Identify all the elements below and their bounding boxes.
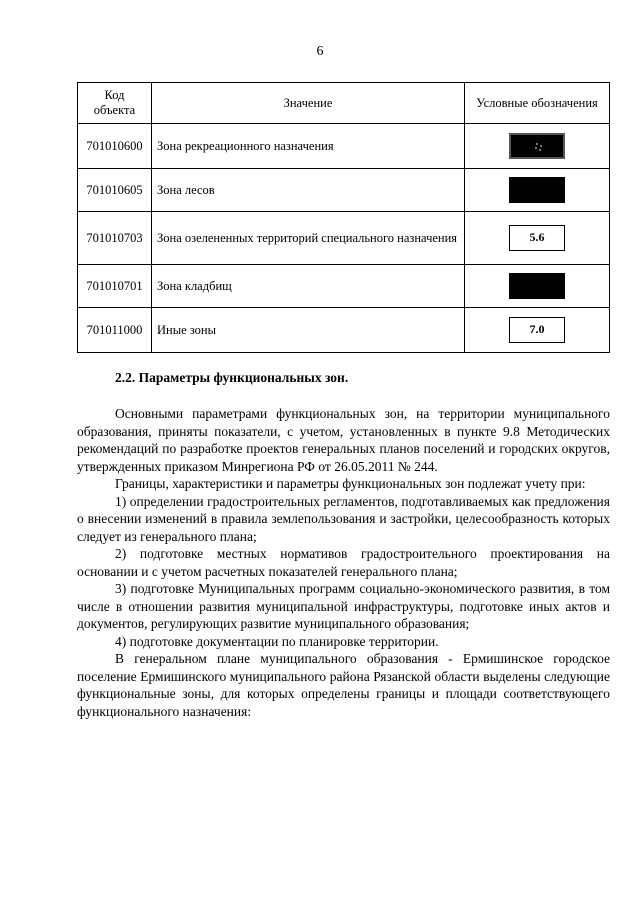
header-meaning: Значение — [152, 83, 465, 124]
paragraph: 2) подготовке местных нормативов градостроительного проектирования на основании и с учетом расчетных показателей генерального плана; — [77, 546, 610, 579]
paragraph: 4) подготовке документации по планировке территории. — [115, 633, 439, 649]
row-symbol — [465, 265, 610, 308]
row-meaning: Зона кладбищ — [152, 265, 465, 308]
table-row — [78, 169, 610, 212]
forest-zone-swatch-icon — [509, 177, 565, 203]
row-meaning: Зона рекреационного назначения — [152, 124, 465, 169]
table-row — [78, 212, 610, 265]
recreation-zone-swatch-icon — [509, 133, 565, 159]
row-code: 701010701 — [78, 265, 152, 308]
paragraph: Основными параметрами функциональных зон, на территории муниципального образования, приняты показатели, с учетом, установленных в пункте 9.8 Методических рекомендаций по разработке проектов генеральных планов поселений и городских округов, утвержденных приказом Минрегиона РФ от 26.05.2011 № 244. — [77, 406, 610, 474]
row-meaning: Зона лесов — [152, 169, 465, 212]
row-symbol — [465, 124, 610, 169]
table-header-row — [78, 83, 610, 124]
table-row — [78, 265, 610, 308]
zone-label-5-6: 5.6 — [509, 225, 565, 251]
table-row — [78, 308, 610, 353]
zone-label-7-0: 7.0 — [509, 317, 565, 343]
row-meaning: Зона озелененных территорий специального назначения — [152, 212, 465, 265]
row-symbol — [465, 212, 610, 265]
section-body — [77, 405, 610, 720]
row-code: 701010703 — [78, 212, 152, 265]
paragraph: 1) определении градостроительных регламентов, подготавливаемых как предложения о внесении изменений в правила землепользования и застройки, целесообразность которых следует из генерального плана; — [77, 493, 610, 544]
row-code: 701011000 — [78, 308, 152, 353]
row-code: 701010600 — [78, 124, 152, 169]
paragraph: В генеральном плане муниципального образования - Ермишинское городское поселение Ермишинского муниципального района Рязанской области выделены следующие функциональные зоны, для которых определены границы и площади соответствующего функционального назначения: — [77, 651, 610, 719]
table-row — [78, 124, 610, 169]
page-number: 6 — [316, 44, 324, 59]
paragraph: Границы, характеристики и параметры функциональных зон подлежат учету при: — [115, 476, 586, 491]
section-heading: 2.2. Параметры функциональных зон. — [115, 370, 349, 385]
row-symbol — [465, 169, 610, 212]
row-symbol — [465, 308, 610, 353]
zone-legend-table — [77, 82, 610, 353]
header-symbol: Условные обозначения — [465, 83, 610, 124]
paragraph: 3) подготовке Муниципальных программ социально-экономического развития, в том числе в отношении развития муниципальной инфраструктуры, подготовке иных актов и документов, регулирующих развитие муниципального образования; — [77, 581, 610, 631]
header-code: Код объекта — [78, 83, 152, 124]
row-meaning: Иные зоны — [152, 308, 465, 353]
cemetery-zone-swatch-icon — [509, 273, 565, 299]
row-code: 701010605 — [78, 169, 152, 212]
